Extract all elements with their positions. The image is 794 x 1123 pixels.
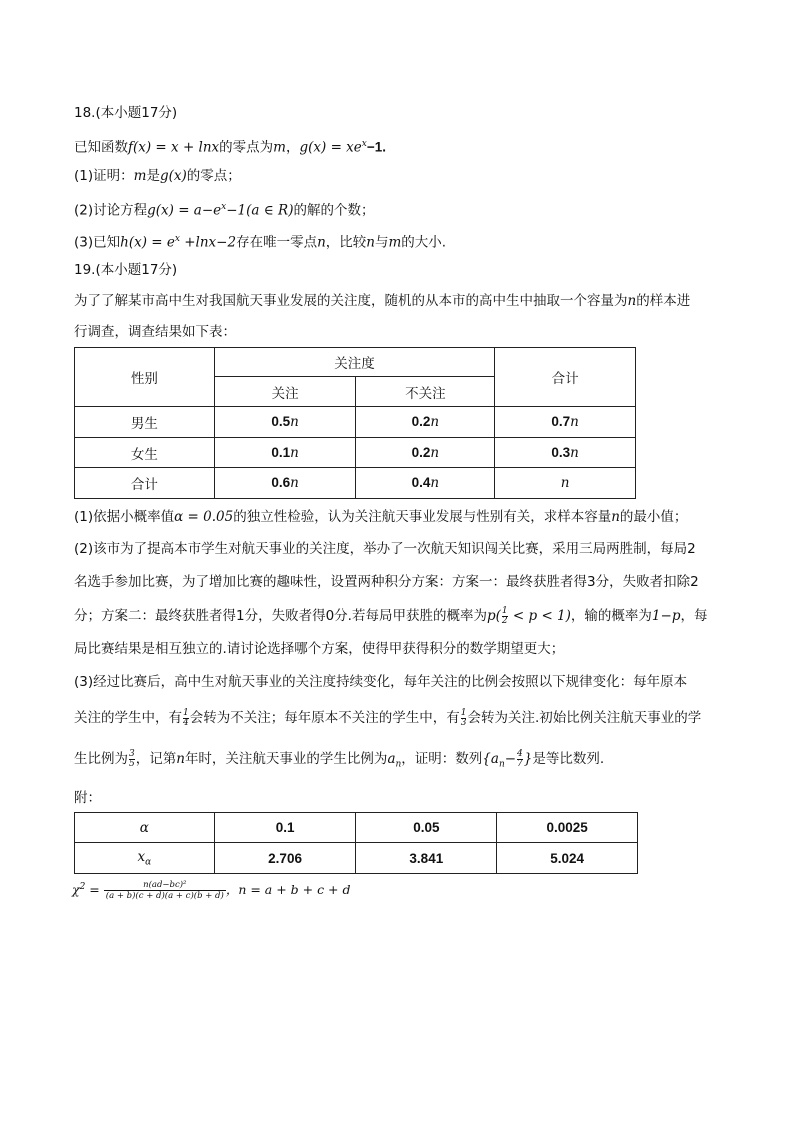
q18-part3-text: 存在唯一零点 [236, 234, 318, 251]
fraction-numerator: n(ad−bc)² [143, 880, 187, 890]
alpha-subscript: α [145, 857, 152, 868]
q19-part3-text: 关注的学生中，有 [74, 710, 182, 726]
fraction-numerator: 1 [501, 605, 508, 616]
cell-var-n: n [430, 414, 440, 430]
q19-alpha-value: α = 0.05 [174, 509, 234, 525]
q18-part1-text: 是 [146, 168, 160, 184]
cell-var-n: n [430, 444, 440, 461]
q19-part3-line3 [74, 749, 604, 775]
q18-var-n: n [366, 234, 375, 251]
header-focus: 关注 [214, 377, 356, 407]
chi-fraction [104, 880, 226, 901]
q19-sequence: − [504, 751, 517, 767]
q18-part1-text: 的零点； [186, 168, 241, 184]
appendix-label: 附： [74, 790, 101, 806]
q19-sequence: {a [482, 751, 499, 767]
q19-intro-text: 的样本进 [636, 293, 691, 309]
q18-part1 [74, 166, 241, 186]
q18-function-h: +lnx−2 [179, 234, 237, 251]
q18-stem-text: 的零点为 [219, 139, 274, 156]
table-cell [356, 468, 495, 499]
fraction-numerator: 1 [183, 707, 189, 718]
cell-var-n: n [560, 475, 570, 491]
table-cell: 3.841 [356, 843, 497, 874]
fraction-numerator: 4 [517, 748, 523, 759]
q19-part2-text: ，每 [680, 608, 708, 624]
cell-var-n: n [430, 475, 440, 491]
header-gender: 性别 [75, 348, 215, 407]
fraction-numerator: 1 [460, 707, 467, 718]
cell-coefficient: 0.4 [411, 475, 431, 490]
q19-part1 [74, 507, 687, 527]
q19-part2-line3 [74, 606, 707, 626]
q19-var-n: n [627, 293, 637, 309]
q18-function-f: f(x) = x + lnx [128, 139, 220, 156]
table-cell: 2.706 [214, 843, 356, 874]
q19-part3-line2 [74, 708, 701, 728]
fraction-four-sevenths [517, 750, 523, 769]
fraction-denominator: 5 [129, 758, 135, 769]
cell-var-n: n [570, 444, 579, 461]
q18-part2-text: (2)讨论方程 [74, 202, 148, 219]
table-row [75, 407, 636, 438]
q18-stem-text: −1. [366, 139, 387, 155]
q19-part3-text: 是等比数列. [532, 751, 605, 767]
table-cell [214, 468, 356, 499]
fraction-third [461, 709, 467, 728]
fraction-denominator: (a + b)(c + d)(a + c)(b + d) [105, 891, 224, 901]
cell-coefficient: 0.3 [551, 444, 571, 460]
q19-sequence: } [523, 751, 533, 767]
header-attention: 关注度 [214, 348, 495, 377]
q18-exponent: x [361, 139, 367, 149]
alpha-header: α [75, 813, 215, 843]
cell-coefficient: 0.6 [271, 475, 291, 490]
table-cell [214, 438, 356, 468]
q19-part1-text: 的最小值； [619, 509, 688, 525]
fraction-half [502, 607, 508, 626]
q19-intro-line1 [74, 291, 690, 311]
fraction-denominator: 3 [460, 717, 467, 728]
q19-part2-text: ，输的概率为 [570, 608, 652, 624]
q18-part1-text: (1)证明： [74, 168, 134, 184]
table-cell: 0.05 [356, 813, 497, 843]
q19-prob-p: p( [486, 608, 501, 624]
table-row [75, 438, 636, 468]
fraction-quarter [183, 709, 189, 728]
header-nofocus: 不关注 [356, 377, 495, 407]
x-alpha-header [75, 843, 215, 874]
cell-var-n: n [290, 444, 299, 461]
chi-exponent: 2 [79, 881, 86, 892]
q19-intro-line2: 行调查，调查结果如下表： [74, 324, 236, 340]
table-cell [495, 438, 636, 468]
fraction-denominator: 4 [183, 717, 189, 728]
cell-coefficient: 0.5 [271, 414, 291, 429]
n-definition: ，n = a + b + c + d [225, 882, 351, 897]
table-cell [356, 438, 495, 468]
fraction-denominator: 7 [517, 758, 523, 769]
q18-function-g: g(x) = xe [299, 139, 362, 156]
q18-part3-text: (3)已知 [74, 234, 121, 251]
table-cell [495, 468, 636, 499]
cell-coefficient: 0.1 [271, 444, 291, 460]
fraction-numerator: 3 [129, 748, 135, 759]
q19-subscript: n [498, 759, 505, 770]
q18-var-n: n [317, 234, 326, 251]
table-cell [495, 407, 636, 438]
q18-stem-text: ， [285, 139, 300, 156]
q19-lose-prob: 1−p [651, 608, 681, 624]
cell-coefficient: 0.2 [411, 444, 431, 460]
q19-part3-line1: (3)经过比赛后，高中生对航天事业的关注度持续变化，每年关注的比例会按照以下规律变化：每年原本 [74, 674, 688, 690]
q19-part3-text: 会转为关注.初始比例关注航天事业的学 [467, 710, 702, 726]
q18-equation: g(x) = a−e [147, 202, 222, 219]
q19-part2-line2: 名选手参加比赛，为了增加比赛的趣味性，设置两种积分方案：方案一：最终获胜者得3分，失败者扣除2 [74, 574, 699, 590]
q18-function-g: g(x) [159, 168, 187, 184]
fraction-denominator: 2 [501, 615, 508, 626]
table-cell: 0.0025 [497, 813, 638, 843]
q19-part3-text: 年时，关注航天事业的学生比例为 [184, 751, 388, 767]
chi-square-formula [72, 880, 351, 901]
q19-heading: 19.(本小题17分) [74, 262, 178, 278]
q19-part3-text: 生比例为 [74, 751, 128, 767]
q19-part2-text: 分；方案二：最终获胜者得1分，失败者得0分.若每局甲获胜的概率为 [74, 608, 487, 624]
q18-part3-text: 的大小. [401, 234, 447, 251]
cell-var-n: n [290, 414, 299, 430]
q18-part2-text: 的解的个数； [293, 202, 375, 219]
q18-part3-text: 与 [374, 234, 389, 251]
chi-symbol: χ [72, 882, 80, 897]
q19-sequence-term: a [387, 751, 396, 767]
q18-stem [74, 134, 386, 158]
q19-part2-line1: (2)该市为了提高本市学生对航天事业的关注度，举办了一次航天知识闯关比赛，采用三局两胜制，每局2 [74, 541, 696, 557]
table-cell: 5.024 [497, 843, 638, 874]
table-row [75, 843, 638, 874]
table-row [75, 813, 638, 843]
q19-var-n: n [611, 509, 620, 525]
q18-stem-text: 已知函数 [74, 139, 128, 156]
q18-equation: −1(a ∈ R) [226, 202, 294, 219]
q19-part3-text: ，证明：数列 [401, 751, 483, 767]
cell-var-n: n [290, 475, 299, 491]
q19-part3-text: ，记第 [135, 751, 177, 767]
q18-part2 [74, 197, 374, 221]
q18-function-h: h(x) = e [120, 234, 175, 251]
q18-heading: 18.(本小题17分) [74, 105, 178, 121]
q19-prob-range: < p < 1) [508, 608, 571, 624]
q18-var-m: m [133, 168, 147, 184]
cell-coefficient: 0.2 [411, 414, 431, 429]
row-label: 合计 [75, 468, 215, 499]
cell-var-n: n [570, 414, 579, 430]
q19-subscript: n [395, 759, 402, 770]
q18-exponent: x [221, 202, 227, 212]
q19-var-n: n [176, 751, 185, 767]
survey-table [74, 347, 636, 499]
q19-intro-text: 为了了解某市高中生对我国航天事业发展的关注度，随机的从本市的高中生中抽取一个容量为 [74, 293, 628, 309]
table-cell: 0.1 [214, 813, 356, 843]
q18-part3-text: ，比较 [325, 234, 367, 251]
row-label: 女生 [75, 438, 215, 468]
header-total: 合计 [495, 348, 636, 407]
equals-sign: = [85, 882, 100, 897]
row-label: 男生 [75, 407, 215, 438]
q18-var-m: m [388, 234, 402, 251]
q18-part3 [74, 229, 446, 253]
table-cell [356, 407, 495, 438]
q19-part1-text: (1)依据小概率值 [74, 509, 175, 525]
x-label: x [137, 848, 146, 865]
q18-exponent: x [174, 234, 180, 244]
fraction-three-fifths [129, 750, 135, 769]
cell-coefficient: 0.7 [551, 414, 571, 429]
table-cell [214, 407, 356, 438]
critical-value-table [74, 812, 638, 874]
table-row [75, 468, 636, 499]
q19-part3-text: 会转为不关注；每年原本不关注的学生中，有 [189, 710, 460, 726]
q18-var-m: m [273, 139, 286, 156]
q19-part2-line4: 局比赛结果是相互独立的.请讨论选择哪个方案，使得甲获得积分的数学期望更大； [74, 641, 565, 657]
q19-part1-text: 的独立性检验，认为关注航天事业发展与性别有关，求样本容量 [233, 509, 612, 525]
